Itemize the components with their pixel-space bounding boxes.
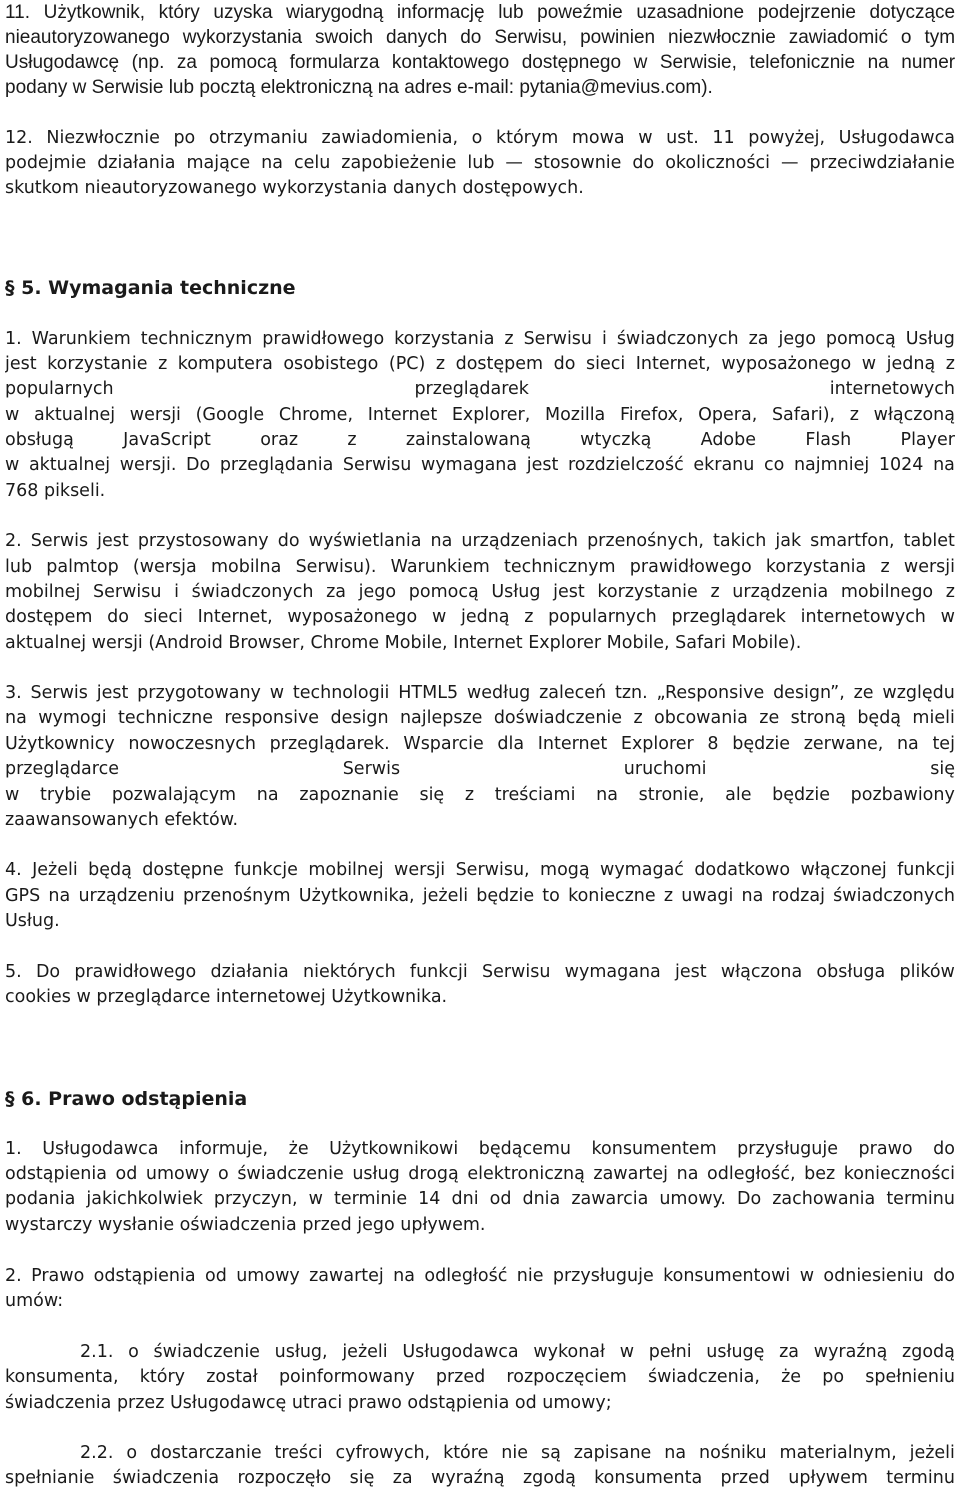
section-6-p2-1-line: 2.1. o świadczenie usług, jeżeli Usługodawca wykonał w pełni usługę za wyraźną zgodą xyxy=(80,1342,955,1362)
section-6-p1-line: podania jakichkolwiek przyczyn, w terminie 14 dni od dnia zawarcia umowy. Do zachowania terminu xyxy=(5,1189,955,1209)
section-5-p1-line: 768 pikseli. xyxy=(5,481,106,501)
section-5-p2-line: dostępem do sieci Internet, wyposażonego w jedną z popularnych przeglądarek internetowych w xyxy=(5,607,955,627)
section-5-p1-line: obsługą JavaScript oraz z zainstalowaną wtyczką Adobe Flash Player xyxy=(5,430,955,450)
section-5-p4-line: GPS na urządzeniu przenośnym Użytkownika, jeżeli będzie to konieczne z uwagi na rodzaj świadczonych xyxy=(5,886,955,906)
section-5-p2-line: aktualnej wersji (Android Browser, Chrome Mobile, Internet Explorer Mobile, Safari Mobile). xyxy=(5,633,802,653)
section-5-p1-line: w aktualnej wersji. Do przeglądania Serwisu wymagana jest rozdzielczość ekranu co najmniej 1024 na xyxy=(5,455,955,475)
section-5-p1-line: popularnych przeglądarek internetowych xyxy=(5,379,955,399)
section-5-p3-line: zaawansowanych efektów. xyxy=(5,810,239,830)
section-5-p1-line: 1. Warunkiem technicznym prawidłowego korzystania z Serwisu i świadczonych za jego pomocą Usług xyxy=(5,329,955,349)
section-6-p2-1-line: świadczenia przez Usługodawcę utraci prawo odstąpienia od umowy; xyxy=(5,1393,612,1413)
section-6-title: § 6. Prawo odstąpienia xyxy=(5,1088,248,1110)
section-6-p2-2-line: spełnianie świadczenia rozpoczęło się za wyraźną zgodą konsumenta przed upływem terminu xyxy=(5,1468,955,1488)
section-5-p2-line: mobilnej Serwisu i świadczonych za jego pomocą Usług jest korzystanie z urządzenia mobilnego z xyxy=(5,582,955,602)
section-5-p3-line: 3. Serwis jest przygotowany w technologii HTML5 według zaleceń tzn. „Responsive design”, ze względu xyxy=(5,683,955,703)
section-6-p2-1-line: konsumenta, który został poinformowany przed rozpoczęciem świadczenia, że po spełnieniu xyxy=(5,1367,955,1387)
paragraph-11-line: Usługodawcę (np. za pomocą formularza kontaktowego dostępnego w Serwisie, telefonicznie na numer xyxy=(5,52,955,73)
section-5-p4-line: Usług. xyxy=(5,911,60,931)
paragraph-12-line: podejmie działania mające na celu zapobieżenie lub — stosownie do okoliczności — przeciwdziałanie xyxy=(5,153,955,173)
section-5-p5-line: cookies w przeglądarce internetowej Użytkownika. xyxy=(5,987,448,1007)
section-6-p2-line: umów: xyxy=(5,1291,64,1311)
section-5-p5-line: 5. Do prawidłowego działania niektórych funkcji Serwisu wymagana jest włączona obsługa plików xyxy=(5,962,955,982)
paragraph-11-line: 11. Użytkownik, który uzyska wiarygodną informację lub poweźmie uzasadnione podejrzenie dotyczące xyxy=(5,2,955,23)
section-5-p1-line: jest korzystanie z komputera osobistego (PC) z dostępem do sieci Internet, wyposażonego w jedną z xyxy=(5,354,955,374)
paragraph-11-line: nieautoryzowanego wykorzystania swoich danych do Serwisu, powinien niezwłocznie zawiadomić o tym xyxy=(5,27,955,48)
section-5-p2-line: lub palmtop (wersja mobilna Serwisu). Warunkiem technicznym prawidłowego korzystania z wersji xyxy=(5,557,955,577)
section-5-p3-line: Użytkownicy nowoczesnych przeglądarek. Wsparcie dla Internet Explorer 8 będzie zerwane, na tej xyxy=(5,734,955,754)
section-6-p2-2-line: 2.2. o dostarczanie treści cyfrowych, które nie są zapisane na nośniku materialnym, jeżeli xyxy=(80,1443,955,1463)
section-5-p4-line: 4. Jeżeli będą dostępne funkcje mobilnej wersji Serwisu, mogą wymagać dodatkowo włączonej funkcji xyxy=(5,860,955,880)
paragraph-12-line: skutkom nieautoryzowanego wykorzystania danych dostępowych. xyxy=(5,178,584,198)
section-6-p2-line: 2. Prawo odstąpienia od umowy zawartej na odległość nie przysługuje konsumentowi w odniesieniu do xyxy=(5,1266,955,1286)
section-6-p1-line: wystarczy wysłanie oświadczenia przed jego upływem. xyxy=(5,1215,486,1235)
section-5-p3-line: w trybie pozwalającym na zapoznanie się z treściami na stronie, ale będzie pozbawiony xyxy=(5,785,955,805)
section-6-p1-line: 1. Usługodawca informuje, że Użytkownikowi będącemu konsumentem przysługuje prawo do xyxy=(5,1139,955,1159)
paragraph-12-line: 12. Niezwłocznie po otrzymaniu zawiadomienia, o którym mowa w ust. 11 powyżej, Usługodawca xyxy=(5,128,955,148)
section-5-title: § 5. Wymagania techniczne xyxy=(5,277,296,299)
section-5-p3-line: przeglądarce Serwis uruchomi się xyxy=(5,759,955,779)
paragraph-11-line: podany w Serwisie lub pocztą elektroniczną na adres e-mail: pytania@mevius.com). xyxy=(5,77,713,98)
section-5-p2-line: 2. Serwis jest przystosowany do wyświetlania na urządzeniach przenośnych, takich jak smartfon, tablet xyxy=(5,531,955,551)
section-5-p3-line: na wymogi techniczne responsive design najlepsze doświadczenie z obcowania ze stroną będą mieli xyxy=(5,708,955,728)
section-5-p1-line: w aktualnej wersji (Google Chrome, Internet Explorer, Mozilla Firefox, Opera, Safari), z włączoną xyxy=(5,405,955,425)
section-6-p1-line: odstąpienia od umowy o świadczenie usług drogą elektroniczną zawartej na odległość, bez konieczności xyxy=(5,1164,955,1184)
